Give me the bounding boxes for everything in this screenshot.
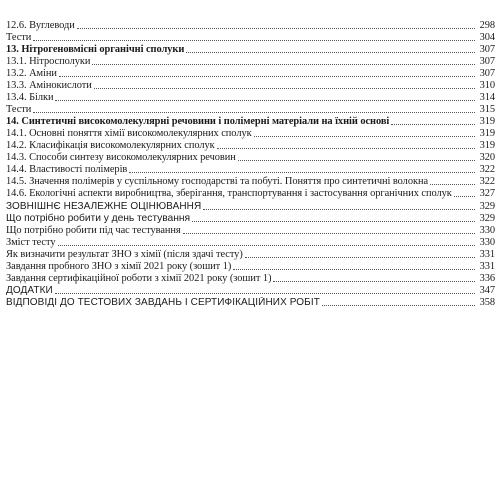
dot-leader bbox=[92, 64, 475, 65]
toc-entry-title: 14.4. Властивості полімерів bbox=[6, 164, 128, 176]
toc-entry-title: 13. Нітрогеновмісні органічні сполуки bbox=[6, 44, 185, 56]
toc-entry-page-number: 307 bbox=[479, 44, 495, 56]
toc-entry-title: 14. Синтетичні високомолекулярні речовини і полімерні матеріали на їхній основі bbox=[6, 116, 390, 128]
toc-entry bbox=[6, 68, 495, 80]
toc-entry-title: 14.5. Значення полімерів у суспільному господарстві та побуті. Поняття про синтетичні волокна bbox=[6, 176, 429, 188]
dot-leader bbox=[186, 52, 475, 53]
dot-leader bbox=[430, 184, 475, 185]
toc-entry-page-number: 331 bbox=[479, 248, 495, 260]
toc-entry-title: Зміст тесту bbox=[6, 236, 56, 248]
dot-leader bbox=[183, 233, 475, 234]
toc-entry bbox=[6, 56, 495, 68]
dot-leader bbox=[94, 88, 475, 89]
toc-entry-title: Як визначити результат ЗНО з хімії (після здачі тесту) bbox=[6, 248, 243, 260]
toc-entry-page-number: 307 bbox=[479, 68, 495, 80]
toc-entry-page-number: 310 bbox=[479, 80, 495, 92]
toc-entry-title: Що потрібно робити під час тестування bbox=[6, 224, 181, 236]
toc-entry-title: ЗОВНІШНЄ НЕЗАЛЕЖНЕ ОЦІНЮВАННЯ bbox=[6, 200, 202, 212]
dot-leader bbox=[391, 124, 475, 125]
toc-entry bbox=[6, 249, 495, 261]
toc-entry bbox=[6, 20, 495, 32]
toc-entry-title: 13.3. Амінокислоти bbox=[6, 80, 92, 92]
dot-leader bbox=[77, 28, 475, 29]
dot-leader bbox=[217, 148, 475, 149]
toc-entry bbox=[6, 32, 495, 44]
dot-leader bbox=[55, 293, 475, 294]
dot-leader bbox=[55, 100, 475, 101]
dot-leader bbox=[203, 209, 475, 210]
toc-entry-page-number: 329 bbox=[479, 212, 495, 224]
toc-entry bbox=[6, 80, 495, 92]
toc-entry-title: 14.2. Класифікація високомолекулярних сполук bbox=[6, 140, 215, 152]
toc-entry-page-number: 330 bbox=[479, 224, 495, 236]
dot-leader bbox=[58, 245, 476, 246]
toc-entry bbox=[6, 213, 495, 225]
toc-entry bbox=[6, 188, 495, 200]
toc-entry-title: 14.1. Основні поняття хімії високомолекулярних сполук bbox=[6, 128, 252, 140]
dot-leader bbox=[454, 196, 475, 197]
toc-entry bbox=[6, 237, 495, 249]
dot-leader bbox=[59, 76, 475, 77]
toc-entry bbox=[6, 176, 495, 188]
dot-leader bbox=[192, 221, 475, 222]
toc-entry-page-number: 331 bbox=[479, 260, 495, 272]
toc-entry-title: 13.4. Білки bbox=[6, 92, 54, 104]
toc-entry-page-number: 322 bbox=[479, 164, 495, 176]
toc-entry-title: ВІДПОВІДІ ДО ТЕСТОВИХ ЗАВДАНЬ І СЕРТИФІКАЦІЙНИХ РОБІТ bbox=[6, 296, 320, 308]
toc-entry bbox=[6, 44, 495, 56]
toc-entry-title: Завдання пробного ЗНО з хімії 2021 року (зошит 1) bbox=[6, 260, 232, 272]
toc-entry bbox=[6, 297, 495, 309]
toc-entry bbox=[6, 273, 495, 285]
toc-entry-title: 12.6. Вуглеводи bbox=[6, 20, 75, 32]
toc-entry-page-number: 319 bbox=[479, 140, 495, 152]
toc-entry-page-number: 315 bbox=[479, 104, 495, 116]
toc-entry-page-number: 329 bbox=[479, 200, 495, 212]
toc-entry bbox=[6, 116, 495, 128]
toc-entry bbox=[6, 128, 495, 140]
toc-entry bbox=[6, 285, 495, 297]
toc-entry-page-number: 320 bbox=[479, 152, 495, 164]
toc-entry-page-number: 322 bbox=[479, 176, 495, 188]
toc-entry-page-number: 327 bbox=[479, 188, 495, 200]
toc-entry bbox=[6, 140, 495, 152]
toc-entry-title: Що потрібно робити у день тестування bbox=[6, 212, 190, 224]
table-of-contents bbox=[6, 20, 495, 309]
toc-entry-title: ДОДАТКИ bbox=[6, 284, 53, 296]
toc-entry bbox=[6, 200, 495, 212]
toc-entry bbox=[6, 261, 495, 273]
toc-entry-page-number: 330 bbox=[479, 236, 495, 248]
toc-entry-title: Тести bbox=[6, 32, 32, 44]
toc-entry-title: 13.1. Нітросполуки bbox=[6, 56, 91, 68]
toc-entry-title: Тести bbox=[6, 104, 32, 116]
toc-entry-page-number: 307 bbox=[479, 56, 495, 68]
toc-entry bbox=[6, 152, 495, 164]
toc-entry-page-number: 304 bbox=[479, 32, 495, 44]
toc-entry bbox=[6, 92, 495, 104]
toc-entry-page-number: 314 bbox=[479, 92, 495, 104]
dot-leader bbox=[245, 257, 475, 258]
toc-entry-title: 14.6. Екологічні аспекти виробництва, зберігання, транспортування і застосування органічних сполук bbox=[6, 188, 452, 200]
dot-leader bbox=[322, 305, 475, 306]
toc-entry bbox=[6, 225, 495, 237]
toc-entry-page-number: 358 bbox=[479, 296, 495, 308]
dot-leader bbox=[129, 172, 475, 173]
dot-leader bbox=[33, 112, 475, 113]
toc-entry bbox=[6, 164, 495, 176]
toc-entry-page-number: 347 bbox=[479, 284, 495, 296]
toc-entry-page-number: 336 bbox=[479, 272, 495, 284]
toc-entry-title: 14.3. Способи синтезу високомолекулярних речовин bbox=[6, 152, 236, 164]
toc-entry-page-number: 298 bbox=[479, 20, 495, 32]
toc-entry bbox=[6, 104, 495, 116]
toc-entry-title: 13.2. Аміни bbox=[6, 68, 57, 80]
dot-leader bbox=[273, 281, 475, 282]
dot-leader bbox=[33, 40, 475, 41]
dot-leader bbox=[233, 269, 475, 270]
dot-leader bbox=[254, 136, 475, 137]
toc-entry-title: Завдання сертифікаційної роботи з хімії 2021 року (зошит 1) bbox=[6, 272, 272, 284]
toc-entry-page-number: 319 bbox=[479, 116, 495, 128]
toc-entry-page-number: 319 bbox=[479, 128, 495, 140]
dot-leader bbox=[238, 160, 475, 161]
